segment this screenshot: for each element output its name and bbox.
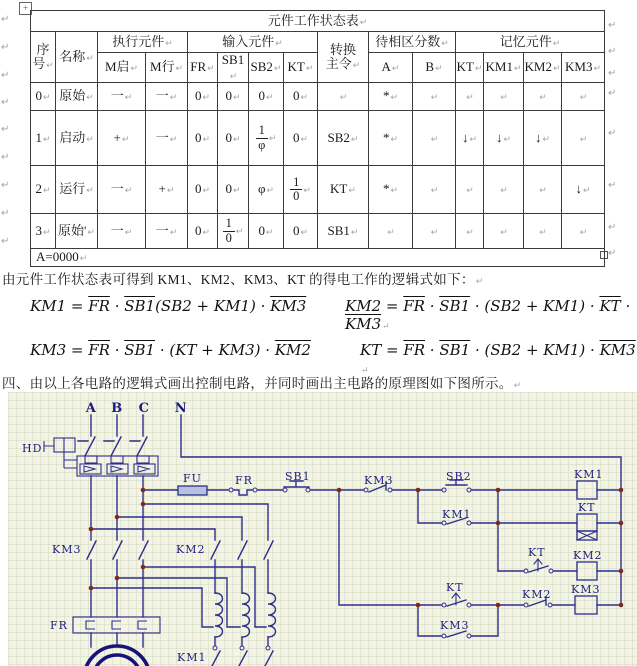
pilcrow-mark: ↵ [513,63,522,74]
overlined-term: SB1 [124,297,156,315]
pilcrow-mark: ↵ [169,92,178,103]
pilcrow-mark: ↵ [500,92,508,103]
label-phase-b: B [111,401,123,416]
pilcrow-mark: ↵ [207,63,215,74]
pilcrow-mark: ↵ [86,185,94,196]
label-km2-main: KM2 [176,543,206,556]
fraction-value: $\frac{1}{0}$ [223,217,235,244]
pilcrow-mark: ↵ [382,322,390,332]
pilcrow-mark: ↵ [390,185,399,196]
cell-r1-c3: 一↵ [146,111,188,166]
pilcrow-mark: ↵ [579,133,588,144]
pilcrow-mark: ↵ [542,133,551,144]
cell-r1-c2: +↵ [98,111,146,166]
label-fu: FU [183,472,202,485]
cell-r0-c0: 0↵ [31,83,56,111]
pilcrow-mark: ↵ [86,92,94,103]
header-name: 名称↵ [56,32,98,83]
cell-r3-c3: 一↵ [146,214,188,249]
pilcrow-mark: ↵ [390,133,399,144]
cell-r3-c12 [484,214,524,249]
table-move-handle-icon[interactable]: + [19,2,32,15]
pilcrow-mark: ↵ [232,133,241,144]
label-hd: HD [22,442,43,455]
equation-text: · [620,297,631,315]
pilcrow-mark: ↵ [430,92,439,103]
cell-r0-c2: 一↵ [98,83,146,111]
pilcrow-mark: ↵ [441,37,449,48]
pilcrow-mark: ↵ [608,68,617,79]
cell-r0-c5: 0↵ [218,83,249,111]
equation-text: · [109,297,125,315]
pilcrow-mark: ↵ [1,42,10,53]
overlined-term: $\overline{FR}$ [403,297,425,315]
pilcrow-mark: ↵ [175,63,184,74]
cell-r3-c8: SB1↵ [318,214,369,249]
pilcrow-mark: ↵ [390,92,399,103]
label-sb1: SB1 [285,470,311,483]
pilcrow-mark: ↵ [608,128,617,139]
pilcrow-mark: ↵ [361,366,369,376]
header-switch-command: 转换 主令↵ [318,32,369,83]
pilcrow-mark: ↵ [1,236,10,247]
pilcrow-mark: ↵ [305,63,314,74]
pilcrow-mark: ↵ [202,185,211,196]
cell-r0-c10 [413,83,456,111]
subheader-kt-8: KT↵ [456,53,484,83]
pilcrow-mark: ↵ [169,133,178,144]
cell-r3-c2: 一↵ [98,214,146,249]
equation-text: (SB2 + KM1) · [155,297,271,315]
overlined-term: SB1 [439,297,471,315]
pilcrow-mark: ↵ [608,248,617,259]
pilcrow-mark: ↵ [339,92,348,103]
cell-r0-c11 [456,83,484,111]
pilcrow-mark: ↵ [608,20,617,31]
pilcrow-mark: ↵ [86,52,94,63]
cell-r2-c7 [284,166,318,214]
cell-r1-c9: *↵ [369,111,413,166]
equation-km1 [30,297,306,315]
fuse-fu-symbol [178,486,207,495]
pilcrow-mark: ↵ [268,133,277,144]
pilcrow-mark: ↵ [202,133,211,144]
pilcrow-mark: ↵ [130,63,139,74]
label-km2-nc: KM2 [522,588,552,601]
label-km1-main: KM1 [177,651,207,664]
pilcrow-mark: ↵ [42,133,51,144]
overlined-term: $\overline{FR}$ [403,341,426,359]
pilcrow-mark: ↵ [608,180,617,191]
table-title: 元件工作状态表↵ [31,11,605,32]
pilcrow-mark: ↵ [593,63,601,74]
cell-r0-c12 [484,83,524,111]
pilcrow-mark: ↵ [1,180,10,191]
pilcrow-mark: ↵ [513,380,522,390]
pilcrow-mark: ↵ [474,63,483,74]
subheader-sb1-3: SB1↵ [218,53,249,83]
label-kt-contact-2: KT [446,581,464,594]
pilcrow-mark: ↵ [608,88,617,99]
cell-r3-c10 [413,214,456,249]
cell-r2-c3: +↵ [146,166,188,214]
intro-text: 由元件工作状态表可得到 KM1、KM2、KM3、KT 的得电工作的逻辑式如下： [2,272,475,287]
pilcrow-mark: ↵ [86,133,94,144]
cell-r3-c9 [369,214,413,249]
cell-r3-c7: 0↵ [284,214,318,249]
cell-r2-c8: KT↵ [318,166,369,214]
pilcrow-mark: ↵ [202,226,211,237]
subheader-b-7: B↵ [413,53,456,83]
cell-r2-c5: 0↵ [218,166,249,214]
cell-r1-c7: 0↵ [284,111,318,166]
pilcrow-mark: ↵ [359,16,368,27]
label-km1-coil: KM1 [574,468,604,481]
overlined-term: KM3 [599,341,636,359]
equation-text: · (SB2 + KM1) · [470,297,600,315]
cell-r3-c4: 0↵ [188,214,218,249]
pilcrow-mark: ↵ [124,185,133,196]
pilcrow-mark: ↵ [466,92,474,103]
overlined-term: SB1 [124,341,156,359]
pilcrow-mark: ↵ [229,70,238,81]
label-phase-c: C [138,401,150,416]
equation-text: KM2 = [345,297,404,315]
equation-text: KT = [360,341,404,359]
subheader-a-6: A↵ [369,53,413,83]
pilcrow-mark: ↵ [430,226,439,237]
pilcrow-mark: ↵ [608,46,617,57]
equation-text: · [109,341,125,359]
overlined-term: $\overline{FR}$ [88,341,110,359]
equation-km3 [30,341,311,359]
pilcrow-mark: ↵ [579,226,588,237]
cell-r1-c8: SB2↵ [318,111,369,166]
cell-r0-c1: 原始↵ [56,83,98,111]
pilcrow-mark: ↵ [387,226,395,237]
cell-r3-c5 [218,214,249,249]
label-km3-coil: KM3 [571,583,601,596]
pilcrow-mark: ↵ [79,253,88,264]
equation-km2 [345,297,637,333]
subheader-kt-5: KT↵ [284,53,318,83]
pilcrow-mark: ↵ [475,276,484,286]
cell-r1-c11: ↓↵ [456,111,484,166]
cell-r0-c13 [524,83,562,111]
equation-text: · (SB2 + KM1) · [470,341,600,359]
cell-r3-c11 [456,214,484,249]
label-km3-hold: KM3 [440,619,470,632]
equation-text: · (KT + KM3) · [155,341,275,359]
label-fr-main: FR [50,619,68,632]
label-km3-main: KM3 [52,543,82,556]
label-phase-a: A [85,401,97,416]
pilcrow-mark: ↵ [466,185,474,196]
cell-r3-c6: 0↵ [249,214,284,249]
pilcrow-mark: ↵ [232,185,241,196]
cell-r2-c0: 2↵ [31,166,56,214]
pilcrow-mark: ↵ [539,226,547,237]
cell-r1-c13: ↓↵ [524,111,562,166]
cell-r2-c10 [413,166,456,214]
header-seq-no: 序 号↵ [31,32,56,83]
cell-r3-c1: 原始'↵ [56,214,98,249]
pilcrow-mark: ↵ [300,133,309,144]
cell-r0-c4: 0↵ [188,83,218,111]
header-input-elements: 输入元件↵ [188,32,318,53]
label-kt-contact-1: KT [528,546,546,559]
equation-text: · [424,297,440,315]
header-exec-elements: 执行元件↵ [98,32,188,53]
label-km2-coil: KM2 [573,549,603,562]
cell-r0-c9: *↵ [369,83,413,111]
overlined-term: KM3 [270,297,307,315]
cell-r0-c6: 0↵ [249,83,284,111]
pilcrow-mark: ↵ [265,226,274,237]
pilcrow-mark: ↵ [87,226,95,237]
cell-r1-c1: 启动↵ [56,111,98,166]
equation-text: · [425,341,440,359]
equation-text: KM1 = [30,297,89,315]
cell-r2-c11 [456,166,484,214]
pilcrow-mark: ↵ [391,63,400,74]
pilcrow-mark: ↵ [166,185,175,196]
pilcrow-mark: ↵ [582,185,591,196]
pilcrow-mark: ↵ [42,185,51,196]
pilcrow-mark: ↵ [46,60,54,71]
overlined-term: $\overline{FR}$ [88,297,110,315]
pilcrow-mark: ↵ [121,133,130,144]
pilcrow-mark: ↵ [273,63,282,74]
cell-r0-c8 [318,83,369,111]
label-km3-nc: KM3 [364,474,394,487]
pilcrow-mark: ↵ [552,37,561,48]
pilcrow-mark: ↵ [1,208,10,219]
cell-r0-c3: 一↵ [146,83,188,111]
cell-r0-c7: 0↵ [284,83,318,111]
pilcrow-mark: ↵ [430,133,439,144]
pilcrow-mark: ↵ [303,184,311,195]
cell-r1-c4: 0↵ [188,111,218,166]
pilcrow-mark: ↵ [275,37,283,48]
pilcrow-mark: ↵ [500,185,508,196]
intro-paragraph [2,268,484,288]
pilcrow-mark: ↵ [503,133,512,144]
pilcrow-mark: ↵ [500,226,508,237]
pilcrow-mark: ↵ [1,97,10,108]
pilcrow-mark: ↵ [1,124,10,135]
overlined-term: $\overline{KT}$ [599,297,621,315]
fraction-value: $\frac{1}{0}$ [290,176,302,203]
label-km1-hold: KM1 [442,508,472,521]
pilcrow-mark: ↵ [352,60,361,71]
pilcrow-mark: ↵ [266,185,275,196]
subheader-fr-2: FR↵ [188,53,218,83]
pilcrow-mark: ↵ [435,63,443,74]
pilcrow-mark: ↵ [1,70,10,81]
pilcrow-mark: ↵ [1,152,10,163]
pilcrow-mark: ↵ [165,37,173,48]
cell-r1-c10 [413,111,456,166]
header-phase-zone-count: 待相区分数↵ [369,32,456,53]
pilcrow-mark: ↵ [169,226,178,237]
pilcrow-mark: ↵ [552,63,561,74]
pilcrow-mark: ↵ [300,92,309,103]
pilcrow-mark: ↵ [350,226,359,237]
pilcrow-mark: ↵ [232,92,241,103]
circuit-diagram [0,392,637,666]
cell-r2-c13 [524,166,562,214]
cell-r2-c6: φ↵ [249,166,284,214]
cell-r1-c6 [249,111,284,166]
pilcrow-mark: ↵ [469,133,478,144]
cell-r0-c14 [562,83,605,111]
pilcrow-mark: ↵ [608,222,617,233]
subheader-km3-11: KM3↵ [562,53,605,83]
pilcrow-mark: ↵ [202,92,211,103]
cell-r1-c12: ↓↵ [484,111,524,166]
pilcrow-mark: ↵ [579,92,588,103]
cell-r3-c14 [562,214,605,249]
subheader-m行-1: M行↵ [146,53,188,83]
table-footer-a-value: A=0000↵ [31,249,605,267]
cell-r1-c14 [562,111,605,166]
fraction-value: $\frac{1}{\varphi}$ [256,124,268,151]
section4-paragraph [2,372,521,392]
pilcrow-mark: ↵ [348,185,356,196]
label-neutral: N [174,401,188,416]
subheader-m启-0: M启↵ [98,53,146,83]
pilcrow-mark: ↵ [265,92,274,103]
subheader-km1-9: KM1↵ [484,53,524,83]
cell-r3-c13 [524,214,562,249]
section4-text: 四、由以上各电路的逻辑式画出控制电路，并同时画出主电路的原理图如下图所示。 [2,376,513,391]
pilcrow-mark: ↵ [539,92,547,103]
pilcrow-mark: ↵ [539,185,547,196]
pilcrow-mark: ↵ [430,185,439,196]
label-kt-coil: KT [578,501,596,514]
pilcrow-mark: ↵ [124,226,133,237]
overlined-term: KM3 [345,315,382,333]
pilcrow-mark: ↵ [1,14,10,25]
subheader-sb2-4: SB2↵ [249,53,284,83]
pilcrow-mark: ↵ [235,226,244,237]
pilcrow-mark: ↵ [300,226,309,237]
pilcrow-mark: ↵ [124,92,133,103]
label-fr-contact: FR [235,474,253,487]
cell-r2-c2: 一↵ [98,166,146,214]
cell-r2-c9: *↵ [369,166,413,214]
header-memory-elements: 记忆元件↵ [456,32,605,53]
pilcrow-mark: ↵ [350,133,359,144]
cell-r2-c1: 运行↵ [56,166,98,214]
pilcrow-mark: ↵ [466,226,474,237]
component-state-table [30,10,605,267]
cell-r2-c4: 0↵ [188,166,218,214]
overlined-term: SB1 [439,341,471,359]
cell-r2-c12 [484,166,524,214]
equation-text: KM3 = [30,341,89,359]
cell-r1-c0: 1↵ [31,111,56,166]
pilcrow-mark: ↵ [42,226,51,237]
cell-r1-c5: 0↵ [218,111,249,166]
cell-r3-c0: 3↵ [31,214,56,249]
subheader-km2-10: KM2↵ [524,53,562,83]
cell-r2-c14: ↓↵ [562,166,605,214]
label-sb2: SB2 [446,470,472,483]
overlined-term: KM2 [274,341,311,359]
pilcrow-mark: ↵ [42,92,51,103]
